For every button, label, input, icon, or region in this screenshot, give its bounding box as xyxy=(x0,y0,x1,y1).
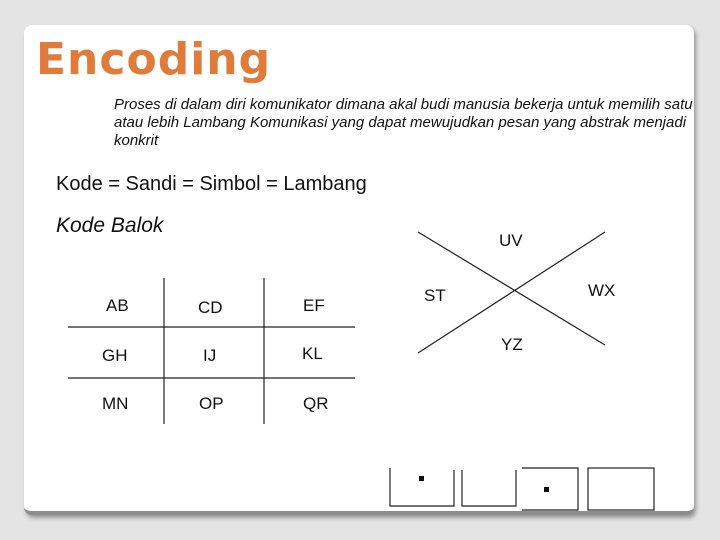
slide-title: Encoding xyxy=(36,34,272,85)
grid-cell-op: OP xyxy=(199,394,224,413)
subheading: Kode Balok xyxy=(56,214,164,237)
cross-label-top: UV xyxy=(499,231,523,250)
symbol-box-1 xyxy=(390,468,454,506)
description-text: Proses di dalam diri komunikator dimana akal budi manusia bekerja untuk memilih satu atau lebih Lambang Komunikasi yang dapat mewujudkan pesan yang abstrak menjadi konkrit xyxy=(114,96,693,149)
cross-label-left: ST xyxy=(424,286,446,305)
grid-cell-gh: GH xyxy=(102,346,128,365)
symbol-box-2 xyxy=(462,470,516,506)
grid-cell-ab: AB xyxy=(106,296,129,315)
grid-cell-ef: EF xyxy=(303,296,325,315)
cross-label-right: WX xyxy=(588,281,616,300)
grid-cell-mn: MN xyxy=(102,394,129,413)
grid-cell-kl: KL xyxy=(302,344,323,363)
grid-cell-cd: CD xyxy=(198,298,223,317)
grid-cell-qr: QR xyxy=(303,394,329,413)
symbol-box-1-dot xyxy=(419,476,424,481)
symbol-box-3-dot xyxy=(544,487,549,492)
symbol-box-3 xyxy=(522,468,578,510)
equation-text: Kode = Sandi = Simbol = Lambang xyxy=(56,173,367,195)
grid-cell-ij: IJ xyxy=(203,346,217,365)
cross-label-bottom: YZ xyxy=(501,335,523,354)
symbol-box-4 xyxy=(588,468,654,510)
